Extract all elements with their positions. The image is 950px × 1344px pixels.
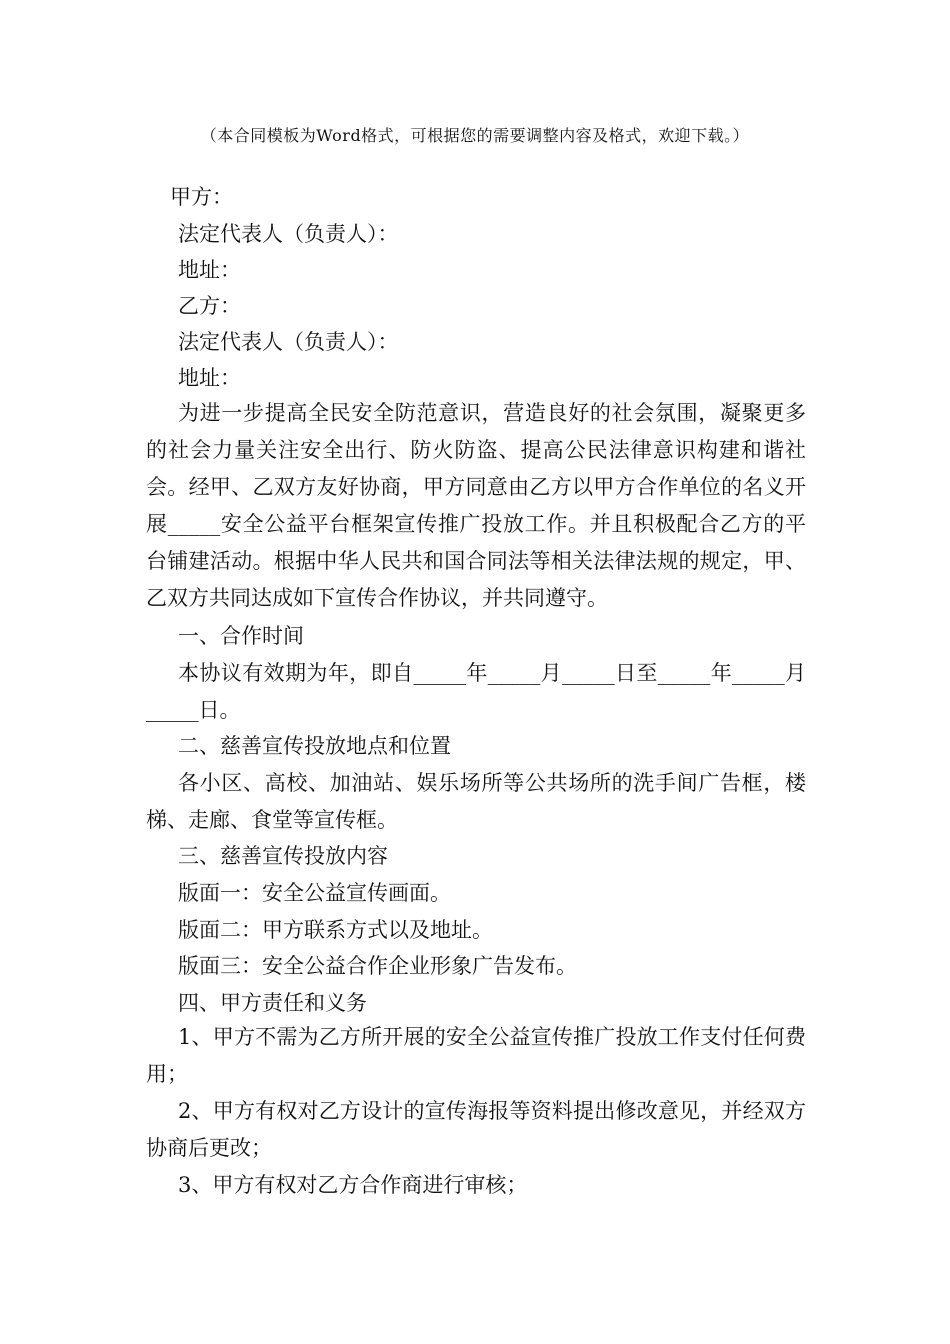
section-4-item-1: 1、甲方不需为乙方所开展的安全公益宣传推广投放工作支付任何费用； (146, 1025, 806, 1086)
party-a-label: 甲方： (170, 185, 233, 209)
section-3-item-3: 版面三：安全公益合作企业形象广告发布。 (178, 954, 577, 978)
party-b-address: 地址： (178, 366, 241, 390)
section-3-item-2: 版面二：甲方联系方式以及地址。 (178, 918, 493, 942)
intro-paragraph: 为进一步提高全民安全防范意识，营造良好的社会氛围，凝聚更多的社会力量关注安全出行、防火防盗、提高公民法律意识构建和谐社会。经甲、乙双方友好协商，甲方同意由乙方以甲方合作单位的名义开展_____安全公益平台框架宣传推广投放工作。并且积极配合乙方的平台铺建活动。根据中华人民共和国合同法等相关法律法规的规定，甲、乙双方共同达成如下宣传合作协议，并共同遵守。 (146, 401, 806, 610)
party-b-representative: 法定代表人（负责人）： (178, 330, 399, 354)
template-note: （本合同模板为Word格式，可根据您的需要调整内容及格式，欢迎下载。） (200, 126, 750, 145)
section-1-body: 本协议有效期为年，即自_____年_____月_____日至_____年_____月_____日。 (146, 661, 806, 722)
party-a-address: 地址： (178, 258, 241, 282)
section-4-title: 四、甲方责任和义务 (178, 991, 367, 1015)
section-2-title: 二、慈善宣传投放地点和位置 (178, 734, 451, 758)
section-1-title: 一、合作时间 (178, 624, 304, 648)
party-a-representative: 法定代表人（负责人）： (178, 222, 399, 246)
party-b-label: 乙方： (178, 294, 241, 318)
section-4-item-3: 3、甲方有权对乙方合作商进行审核； (178, 1173, 528, 1197)
section-4-item-2: 2、甲方有权对乙方设计的宣传海报等资料提出修改意见，并经双方协商后更改； (146, 1099, 806, 1160)
section-2-body: 各小区、高校、加油站、娱乐场所等公共场所的洗手间广告框，楼梯、走廊、食堂等宣传框。 (146, 771, 806, 832)
section-3-title: 三、慈善宣传投放内容 (178, 844, 388, 868)
section-3-item-1: 版面一：安全公益宣传画面。 (178, 881, 451, 905)
